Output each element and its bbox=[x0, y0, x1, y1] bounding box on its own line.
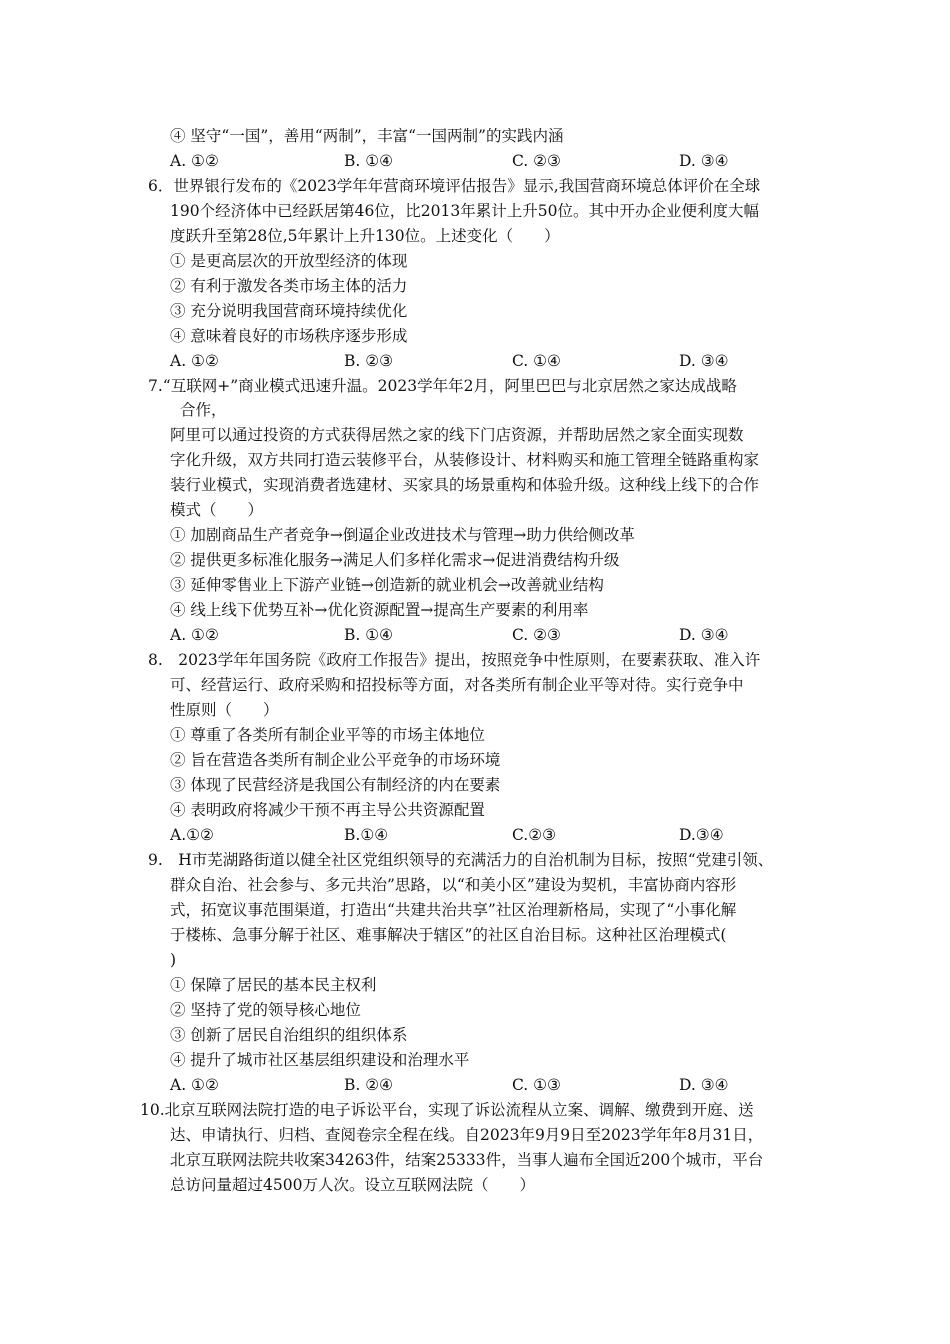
q5-option-b: B. ①④ bbox=[344, 152, 394, 170]
q5-option-a: A. ①② bbox=[170, 152, 219, 170]
q8-item-1: ① 尊重了各类所有制企业平等的市场主体地位 bbox=[170, 726, 485, 744]
q6-option-c: C. ①④ bbox=[512, 352, 561, 370]
q7-stem-line: 阿里可以通过投资的方式获得居然之家的线下门店资源，并帮助居然之家全面实现数 bbox=[170, 426, 744, 444]
q8-item-3: ③ 体现了民营经济是我国公有制经济的内在要素 bbox=[170, 776, 501, 794]
q6-stem-line: 度跃升至第28位,5年累计上升130位。上述变化（ ） bbox=[170, 227, 560, 245]
q7-item-1: ① 加剧商品生产者竞争→倒逼企业改进技术与管理→助力供给侧改革 bbox=[170, 526, 635, 544]
q7-item-4: ④ 线上线下优势互补→优化资源配置→提高生产要素的利用率 bbox=[170, 601, 589, 619]
q9-option-b: B. ②④ bbox=[344, 1076, 394, 1094]
q7-item-3: ③ 延伸零售业上下游产业链→创造新的就业机会→改善就业结构 bbox=[170, 576, 604, 594]
q9-stem-line: 群众自治、社会参与、多元共治”思路，以“和美小区”建设为契机，丰富协商内容形 bbox=[170, 876, 737, 894]
q9-item-3: ③ 创新了居民自治组织的组织体系 bbox=[170, 1026, 408, 1044]
q8-stem-line: 可、经营运行、政府采购和招投标等方面，对各类所有制企业平等对待。实行竞争中 bbox=[170, 676, 744, 694]
q8-option-d: D.③④ bbox=[679, 826, 724, 844]
q8-item-4: ④ 表明政府将减少干预不再主导公共资源配置 bbox=[170, 801, 485, 819]
q8-option-a: A.①② bbox=[170, 826, 214, 844]
q7-stem-line: 模式（ ） bbox=[170, 501, 264, 519]
q9-option-a: A. ①② bbox=[170, 1076, 219, 1094]
q6-item-1: ① 是更高层次的开放型经济的体现 bbox=[170, 252, 408, 270]
q8-stem-line: 8. 2023学年年国务院《政府工作报告》提出，按照竞争中性原则，在要素获取、准入许 bbox=[148, 651, 761, 669]
q9-option-d: D. ③④ bbox=[679, 1076, 729, 1094]
q6-option-a: A. ①② bbox=[170, 352, 219, 370]
q6-item-4: ④ 意味着良好的市场秩序逐步形成 bbox=[170, 327, 408, 345]
q5-option-c: C. ②③ bbox=[512, 152, 561, 170]
q6-option-d: D. ③④ bbox=[679, 352, 729, 370]
q10-stem-line: 总访问量超过4500万人次。设立互联网法院（ ） bbox=[170, 1176, 535, 1194]
q9-item-4: ④ 提升了城市社区基层组织建设和治理水平 bbox=[170, 1051, 470, 1069]
q6-stem-line: 190个经济体中已经跃居第46位，比2013年累计上升50位。其中开办企业便利度大幅 bbox=[170, 202, 759, 220]
q9-stem-line: 式，拓宽议事范围渠道，打造出“共建共治共享”社区治理新格局，实现了“小事化解 bbox=[170, 901, 737, 919]
q9-item-1: ① 保障了居民的基本民主权利 bbox=[170, 976, 377, 994]
q5-item-4: ④ 坚守“一国”，善用“两制”，丰富“一国两制”的实践内涵 bbox=[170, 127, 564, 145]
q7-stem-line: 字化升级，双方共同打造云装修平台，从装修设计、材料购买和施工管理全链路重构家 bbox=[170, 451, 760, 469]
q10-stem-line: 达、申请执行、归档、查阅卷宗全程在线。自2023年9月9日至2023学年年8月31日， bbox=[170, 1126, 764, 1144]
q7-stem-line: 装行业模式，实现消费者选建材、买家具的场景重构和体验升级。这种线上线下的合作 bbox=[170, 476, 760, 494]
q9-item-2: ② 坚持了党的领导核心地位 bbox=[170, 1001, 361, 1019]
q5-option-d: D. ③④ bbox=[679, 152, 729, 170]
q7-option-d: D. ③④ bbox=[679, 626, 729, 644]
q7-item-2: ② 提供更多标准化服务→满足人们多样化需求→促进消费结构升级 bbox=[170, 551, 620, 569]
q7-option-b: B. ①④ bbox=[344, 626, 394, 644]
q7-option-a: A. ①② bbox=[170, 626, 219, 644]
q6-option-b: B. ②③ bbox=[344, 352, 394, 370]
q6-item-3: ③ 充分说明我国营商环境持续优化 bbox=[170, 302, 408, 320]
q6-stem-line: 6．世界银行发布的《2023学年年营商环境评估报告》显示,我国营商环境总体评价在全球 bbox=[148, 177, 761, 195]
q7-stem-line: 合作， bbox=[180, 401, 227, 419]
q8-item-2: ② 旨在营造各类所有制企业公平竞争的市场环境 bbox=[170, 751, 501, 769]
q8-option-c: C.②③ bbox=[512, 826, 557, 844]
q8-stem-line: 性原则（ ） bbox=[170, 701, 279, 719]
q9-stem-line: ) bbox=[170, 951, 177, 969]
q9-stem-line: 于楼栋、急事分解于社区、难事解决于辖区”的社区自治目标。这种社区治理模式( bbox=[170, 926, 727, 944]
q10-stem-line: 北京互联网法院共收案34263件，结案25333件，当事人遍布全国近200个城市，平台 bbox=[170, 1151, 764, 1169]
q6-item-2: ② 有利于激发各类市场主体的活力 bbox=[170, 277, 408, 295]
q10-stem-line: 10.北京互联网法院打造的电子诉讼平台，实现了诉讼流程从立案、调解、缴费到开庭、送 bbox=[140, 1101, 754, 1119]
q8-option-b: B.①④ bbox=[344, 826, 389, 844]
q9-stem-line: 9. H市芜湖路街道以健全社区党组织领导的充满活力的自治机制为目标，按照“党建引领、 bbox=[148, 851, 774, 869]
q7-stem-line: 7.“互联网+”商业模式迅速升温。2023学年年2月，阿里巴巴与北京居然之家达成战略 bbox=[148, 377, 737, 395]
q9-option-c: C. ①③ bbox=[512, 1076, 561, 1094]
q7-option-c: C. ②③ bbox=[512, 626, 561, 644]
